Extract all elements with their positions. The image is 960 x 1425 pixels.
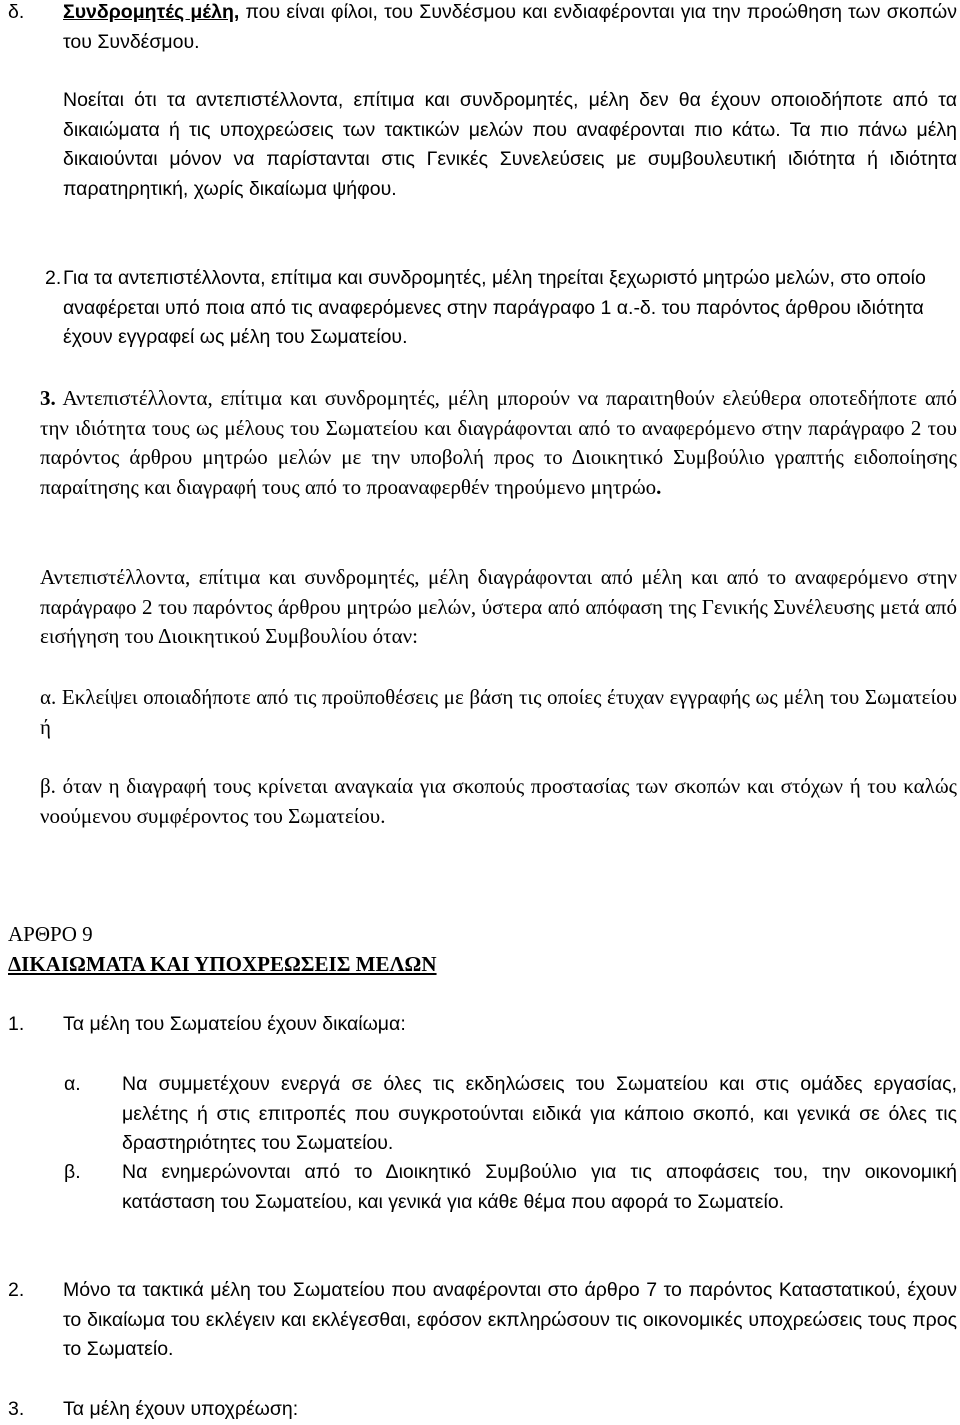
rights-note-b: Τα πιο πάνω μέλη δικαιούνται μόνον να παρίστανται στις Γενικές Συνελεύσεις με συμβουλευτική ιδιότητα ή ιδιότητα παρατηρητική, χωρίς δικαίωμα ψήφου.	[63, 118, 957, 200]
rights-item-a-marker: α.	[64, 1073, 81, 1095]
resignation-end: .	[656, 474, 662, 499]
obligations-heading	[8, 1395, 957, 1425]
article-number: ΑΡΘΡΟ 9	[8, 922, 93, 946]
intro-term: Συνδρομητές μέλη,	[63, 1, 240, 23]
rights-heading-text: Τα μέλη του Σωματείου έχουν δικαίωμα:	[63, 1013, 406, 1035]
rights-note-a: Νοείται ότι τα αντεπιστέλλοντα, επίτιμα και συνδρομητές, μέλη δεν θα έχουν οποιοδήποτε από τα δικαιώματα ή τις υποχρεώσεις των τακτικών μελών που αναφέρονται πιο κάτω.	[63, 89, 957, 141]
rights-heading	[8, 1010, 957, 1040]
deletion-condition-a-text: α. Εκλείψει οποιαδήποτε από τις προϋποθέσεις με βάση τις οποίες έτυχαν εγγραφής ως μέλη του Σωματείου ή	[40, 685, 957, 739]
resignation-paragraph	[40, 384, 957, 502]
deletion-text: Αντεπιστέλλοντα, επίτιμα και συνδρομητές, μέλη διαγράφονται από μέλη και από το αναφερόμενο στην παράγραφο 2 του παρόντος άρθρου μητρώο μελών, ύστερα από απόφαση της Γενικής Συνέλευσης μετά από εισήγηση του Διοικητικού Συμβουλίου όταν:	[40, 565, 957, 648]
rights-num: 1.	[8, 1013, 25, 1035]
rights-item-b-text: Να ενημερώνονται από το Διοικητικό Συμβούλιο για τις αποφάσεις του, την οικονομική κατάσταση του Σωματείου, και γενικά για κάθε θέμα που αφορά το Σωματείο.	[122, 1161, 957, 1213]
deletion-condition-b	[40, 772, 957, 831]
rights-item-b	[64, 1158, 957, 1217]
register-text: Για τα αντεπιστέλλοντα, επίτιμα και συνδρομητές, μέλη τηρείται ξεχωριστό μητρώο μελών, στο οποίο αναφέρεται υπό ποια από τις αναφερόμενες στην παράγραφο 1 α.-δ. του παρόντος άρθρου ιδιότητα έχουν εγγραφεί ως μέλη του Σωματείου.	[63, 267, 926, 348]
register-paragraph	[45, 264, 957, 353]
intro-text: που είναι φίλοι, του Συνδέσμου και ενδιαφέρονται για την προώθηση των σκοπών του Συνδέσμου.	[63, 1, 957, 53]
obligations-num: 3.	[8, 1398, 25, 1420]
rights-note-paragraph	[63, 86, 957, 204]
intro-marker: δ.	[8, 1, 25, 23]
resignation-num: 3.	[40, 386, 56, 410]
intro-item	[8, 0, 957, 57]
voting-text: Μόνο τα τακτικά μέλη του Σωματείου που αναφέρονται στο άρθρο 7 το παρόντος Καταστατικού, έχουν το δικαίωμα του εκλέγειν και εκλέγεσθαι, εφόσον εκπληρώσουν τις οικονομικές υποχρεώσεις τους προς το Σωματείο.	[63, 1279, 957, 1360]
rights-item-a	[64, 1070, 957, 1159]
voting-paragraph	[8, 1276, 957, 1365]
article-title: ΔΙΚΑΙΩΜΑΤΑ ΚΑΙ ΥΠΟΧΡΕΩΣΕΙΣ ΜΕΛΩΝ	[8, 952, 437, 976]
register-num: 2.	[45, 267, 62, 289]
deletion-condition-b-text: β. όταν η διαγραφή τους κρίνεται αναγκαία για σκοπούς προστασίας των σκοπών και στόχων ή του καλώς νοούμενου συμφέροντος του Σωματείου.	[40, 774, 957, 828]
rights-item-b-marker: β.	[64, 1161, 81, 1183]
deletion-paragraph	[40, 563, 957, 652]
deletion-condition-a	[40, 683, 957, 742]
rights-item-a-text: Να συμμετέχουν ενεργά σε όλες τις εκδηλώσεις του Σωματείου και στις ομάδες εργασίας, μελέτης ή στις επιτροπές που συγκροτούνται ειδικά για κάποιο σκοπό, και γενικά σε όλες τις δραστηριότητες του Σωματείου.	[122, 1073, 957, 1154]
obligations-heading-text: Τα μέλη έχουν υποχρέωση:	[63, 1398, 299, 1420]
voting-num: 2.	[8, 1279, 25, 1301]
resignation-text: Αντεπιστέλλοντα, επίτιμα και συνδρομητές, μέλη μπορούν να παραιτηθούν ελεύθερα οποτεδήποτε από την ιδιότητα τους ως μέλους του Σωματείου και διαγράφονται από το αναφερόμενο στην παράγραφο 2 του παρόντος άρθρου μητρώο μελών με την υποβολή προς το Διοικητικό Συμβούλιο γραπτής ειδοποίησης παραίτησης και διαγραφή τους από το προαναφερθέν τηρούμενο μητρώο	[40, 386, 957, 499]
